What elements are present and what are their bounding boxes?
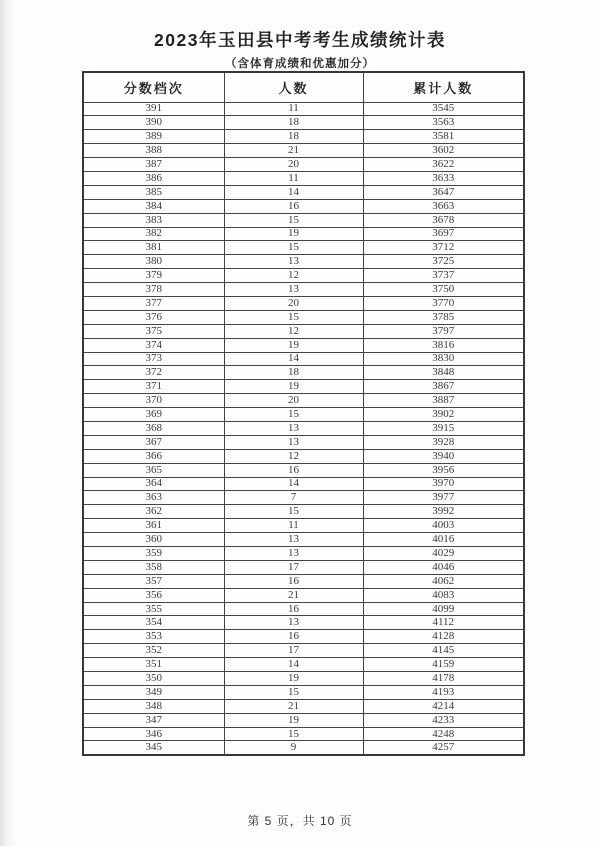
- table-row: [83, 616, 524, 630]
- table-row: [83, 158, 524, 172]
- cell-cumulative-count: 4257: [363, 741, 524, 755]
- cell-count: 11: [224, 171, 363, 185]
- cell-cumulative-count: 3725: [363, 255, 524, 269]
- table-row: [83, 366, 524, 380]
- table-row: [83, 574, 524, 588]
- cell-count: 18: [224, 366, 363, 380]
- cell-score-level: 362: [83, 505, 224, 519]
- cell-count: 11: [224, 102, 363, 116]
- cell-count: 7: [224, 491, 363, 505]
- cell-cumulative-count: 3992: [363, 505, 524, 519]
- cell-count: 16: [224, 630, 363, 644]
- cell-count: 12: [224, 324, 363, 338]
- table-row: [83, 449, 524, 463]
- table-row: [83, 491, 524, 505]
- cell-cumulative-count: 3830: [363, 352, 524, 366]
- cell-cumulative-count: 4159: [363, 658, 524, 672]
- cell-cumulative-count: 4248: [363, 727, 524, 741]
- table-row: [83, 394, 524, 408]
- cell-score-level: 350: [83, 672, 224, 686]
- cell-count: 17: [224, 644, 363, 658]
- cell-cumulative-count: 3940: [363, 449, 524, 463]
- cell-score-level: 345: [83, 741, 224, 755]
- cell-count: 20: [224, 158, 363, 172]
- table-row: [83, 421, 524, 435]
- table-row: [83, 519, 524, 533]
- cell-count: 15: [224, 727, 363, 741]
- table-row: [83, 713, 524, 727]
- cell-score-level: 356: [83, 588, 224, 602]
- cell-count: 15: [224, 408, 363, 422]
- cell-cumulative-count: 4029: [363, 547, 524, 561]
- cell-cumulative-count: 3867: [363, 380, 524, 394]
- cell-count: 19: [224, 713, 363, 727]
- cell-cumulative-count: 3697: [363, 227, 524, 241]
- cell-cumulative-count: 3970: [363, 477, 524, 491]
- table-row: [83, 324, 524, 338]
- cell-count: 19: [224, 227, 363, 241]
- cell-score-level: 349: [83, 685, 224, 699]
- cell-cumulative-count: 3887: [363, 394, 524, 408]
- table-row: [83, 213, 524, 227]
- table-row: [83, 588, 524, 602]
- cell-cumulative-count: 4062: [363, 574, 524, 588]
- cell-cumulative-count: 4016: [363, 533, 524, 547]
- cell-score-level: 390: [83, 116, 224, 130]
- cell-cumulative-count: 3848: [363, 366, 524, 380]
- table-row: [83, 130, 524, 144]
- table-row: [83, 741, 524, 755]
- cell-count: 13: [224, 421, 363, 435]
- cell-cumulative-count: 3647: [363, 185, 524, 199]
- cell-count: 9: [224, 741, 363, 755]
- cell-score-level: 372: [83, 366, 224, 380]
- cell-cumulative-count: 3581: [363, 130, 524, 144]
- cell-count: 13: [224, 616, 363, 630]
- cell-count: 19: [224, 380, 363, 394]
- cell-score-level: 384: [83, 199, 224, 213]
- table-row: [83, 380, 524, 394]
- table-row: [83, 644, 524, 658]
- cell-score-level: 360: [83, 533, 224, 547]
- cell-score-level: 352: [83, 644, 224, 658]
- cell-count: 13: [224, 283, 363, 297]
- cell-score-level: 361: [83, 519, 224, 533]
- page-subtitle: （含体育成绩和优惠加分）: [225, 58, 375, 70]
- cell-cumulative-count: 4145: [363, 644, 524, 658]
- cell-score-level: 386: [83, 171, 224, 185]
- cell-score-level: 382: [83, 227, 224, 241]
- table-row: [83, 338, 524, 352]
- cell-count: 12: [224, 269, 363, 283]
- cell-count: 17: [224, 560, 363, 574]
- cell-score-level: 380: [83, 255, 224, 269]
- cell-score-level: 367: [83, 435, 224, 449]
- table-row: [83, 602, 524, 616]
- cell-cumulative-count: 3928: [363, 435, 524, 449]
- cell-score-level: 370: [83, 394, 224, 408]
- cell-count: 18: [224, 130, 363, 144]
- cell-score-level: 383: [83, 213, 224, 227]
- cell-count: 16: [224, 574, 363, 588]
- cell-score-level: 363: [83, 491, 224, 505]
- cell-cumulative-count: 4214: [363, 699, 524, 713]
- cell-cumulative-count: 4128: [363, 630, 524, 644]
- cell-score-level: 389: [83, 130, 224, 144]
- cell-cumulative-count: 3737: [363, 269, 524, 283]
- cell-score-level: 377: [83, 296, 224, 310]
- cell-score-level: 374: [83, 338, 224, 352]
- cell-cumulative-count: 4178: [363, 672, 524, 686]
- cell-score-level: 351: [83, 658, 224, 672]
- page-title: 2023年玉田县中考考生成绩统计表: [154, 30, 446, 50]
- cell-score-level: 391: [83, 102, 224, 116]
- table-row: [83, 227, 524, 241]
- cell-cumulative-count: 3750: [363, 283, 524, 297]
- table-row: [83, 560, 524, 574]
- cell-cumulative-count: 3622: [363, 158, 524, 172]
- cell-cumulative-count: 3678: [363, 213, 524, 227]
- table-row: [83, 269, 524, 283]
- page-footer: 第 5 页，共 10 页: [247, 814, 353, 828]
- cell-count: 19: [224, 672, 363, 686]
- table-row: [83, 185, 524, 199]
- table-row: [83, 352, 524, 366]
- col-header-cumulative-count: 累计人数: [363, 72, 524, 102]
- table-row: [83, 547, 524, 561]
- cell-score-level: 378: [83, 283, 224, 297]
- cell-cumulative-count: 4193: [363, 685, 524, 699]
- cell-cumulative-count: 4046: [363, 560, 524, 574]
- cell-cumulative-count: 3977: [363, 491, 524, 505]
- table-row: [83, 505, 524, 519]
- cell-score-level: 376: [83, 310, 224, 324]
- cell-score-level: 364: [83, 477, 224, 491]
- cell-count: 21: [224, 588, 363, 602]
- score-statistics-table: [82, 71, 525, 756]
- table-row: [83, 102, 524, 116]
- cell-cumulative-count: 3902: [363, 408, 524, 422]
- table-row: [83, 310, 524, 324]
- cell-count: 11: [224, 519, 363, 533]
- cell-count: 14: [224, 185, 363, 199]
- cell-score-level: 381: [83, 241, 224, 255]
- cell-count: 21: [224, 144, 363, 158]
- cell-count: 13: [224, 255, 363, 269]
- cell-cumulative-count: 3797: [363, 324, 524, 338]
- cell-score-level: 365: [83, 463, 224, 477]
- cell-score-level: 366: [83, 449, 224, 463]
- cell-score-level: 385: [83, 185, 224, 199]
- cell-cumulative-count: 4099: [363, 602, 524, 616]
- cell-score-level: 348: [83, 699, 224, 713]
- cell-count: 20: [224, 394, 363, 408]
- cell-cumulative-count: 3545: [363, 102, 524, 116]
- table-row: [83, 685, 524, 699]
- cell-count: 18: [224, 116, 363, 130]
- cell-count: 15: [224, 505, 363, 519]
- table-row: [83, 727, 524, 741]
- cell-count: 21: [224, 699, 363, 713]
- table-row: [83, 435, 524, 449]
- table-row: [83, 255, 524, 269]
- cell-count: 20: [224, 296, 363, 310]
- cell-cumulative-count: 4112: [363, 616, 524, 630]
- cell-cumulative-count: 4083: [363, 588, 524, 602]
- cell-score-level: 369: [83, 408, 224, 422]
- col-header-count: 人数: [224, 72, 363, 102]
- cell-cumulative-count: 4233: [363, 713, 524, 727]
- cell-count: 14: [224, 658, 363, 672]
- cell-count: 16: [224, 463, 363, 477]
- cell-count: 14: [224, 477, 363, 491]
- cell-count: 16: [224, 199, 363, 213]
- cell-cumulative-count: 3770: [363, 296, 524, 310]
- cell-count: 15: [224, 310, 363, 324]
- cell-cumulative-count: 3602: [363, 144, 524, 158]
- table-row: [83, 477, 524, 491]
- table-header-row: [83, 72, 524, 102]
- cell-score-level: 355: [83, 602, 224, 616]
- cell-cumulative-count: 3663: [363, 199, 524, 213]
- table-row: [83, 144, 524, 158]
- cell-score-level: 368: [83, 421, 224, 435]
- cell-count: 15: [224, 685, 363, 699]
- cell-count: 13: [224, 435, 363, 449]
- table-row: [83, 241, 524, 255]
- table-row: [83, 658, 524, 672]
- cell-count: 15: [224, 213, 363, 227]
- cell-score-level: 358: [83, 560, 224, 574]
- table-header: [83, 72, 524, 102]
- cell-cumulative-count: 3816: [363, 338, 524, 352]
- cell-count: 13: [224, 547, 363, 561]
- cell-score-level: 353: [83, 630, 224, 644]
- table-row: [83, 463, 524, 477]
- table-row: [83, 199, 524, 213]
- cell-count: 14: [224, 352, 363, 366]
- table-row: [83, 699, 524, 713]
- cell-cumulative-count: 3633: [363, 171, 524, 185]
- col-header-score-level: 分数档次: [83, 72, 224, 102]
- cell-score-level: 371: [83, 380, 224, 394]
- cell-score-level: 357: [83, 574, 224, 588]
- cell-score-level: 388: [83, 144, 224, 158]
- cell-score-level: 373: [83, 352, 224, 366]
- cell-score-level: 375: [83, 324, 224, 338]
- cell-score-level: 379: [83, 269, 224, 283]
- table-row: [83, 296, 524, 310]
- cell-cumulative-count: 3563: [363, 116, 524, 130]
- cell-count: 19: [224, 338, 363, 352]
- table-row: [83, 283, 524, 297]
- cell-count: 13: [224, 533, 363, 547]
- cell-score-level: 354: [83, 616, 224, 630]
- cell-count: 12: [224, 449, 363, 463]
- cell-cumulative-count: 4003: [363, 519, 524, 533]
- table-row: [83, 116, 524, 130]
- cell-count: 16: [224, 602, 363, 616]
- table-row: [83, 672, 524, 686]
- cell-score-level: 359: [83, 547, 224, 561]
- cell-score-level: 387: [83, 158, 224, 172]
- cell-count: 15: [224, 241, 363, 255]
- cell-cumulative-count: 3785: [363, 310, 524, 324]
- table-body: [83, 102, 524, 755]
- table-row: [83, 630, 524, 644]
- cell-score-level: 346: [83, 727, 224, 741]
- table-row: [83, 533, 524, 547]
- cell-score-level: 347: [83, 713, 224, 727]
- cell-cumulative-count: 3915: [363, 421, 524, 435]
- table-row: [83, 408, 524, 422]
- cell-cumulative-count: 3956: [363, 463, 524, 477]
- table-row: [83, 171, 524, 185]
- cell-cumulative-count: 3712: [363, 241, 524, 255]
